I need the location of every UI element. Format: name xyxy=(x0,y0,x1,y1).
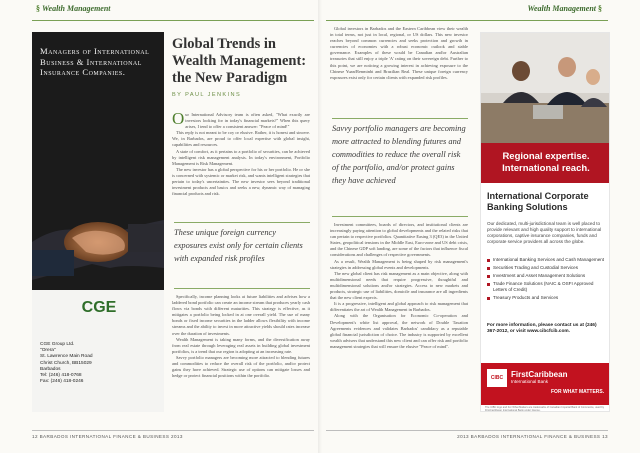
pullquote-rule xyxy=(174,222,310,223)
address-line: Fax: (246) 418-0246 xyxy=(40,379,84,385)
footer-divider-right xyxy=(326,430,608,431)
article-paragraph: It is a progressive, intelligent and global approach to risk management that differentiates the art of Wealth Management in Barbados. xyxy=(330,301,468,313)
article-paragraph: This reply is not meant to be coy or elusive. Rather, it is honest and sincere. We, in Barbados, are proud to offer local expertise with global insight, capabilities and resources. xyxy=(172,130,310,148)
article-paragraph: The new global client has risk management as a main objective, along with multidimensional needs that require progressive, thoughtful and multidimensional solutions and/or strategies. Access to new markets and products, strategic use of liabilities, domicile and insurance are all ingredients that the new client expects. xyxy=(330,270,468,301)
service-item: Securities Trading and Custodial Services xyxy=(487,265,605,271)
ad-banner: Regional expertise. International reach. xyxy=(481,143,610,183)
address-line: St. Lawrence Main Road xyxy=(40,354,93,360)
header-divider-left xyxy=(32,20,314,21)
page-gutter xyxy=(318,0,322,453)
article-paragraph: Wealth Management is taking many forms, and the diversification away from real estate through leveraging real assets in building global investment portfolios, is a trend that our region is adopting at an increasing rate. xyxy=(172,336,310,354)
business-meeting-image xyxy=(481,33,610,143)
article-paragraph: Along with the Organisation for Economic Co-operation and Development's white list approval, the network of Double Taxation Agreements evidences and validates Barbados' candidacy as a reputable global financial jurisdiction of choice. The industry is supported by excellent wealth advisers that understand this new client and can offer risk and portfolio management strategies that will ensure the elusive "Peace of mind". xyxy=(330,313,468,349)
ad-disclaimer: The CIBC logo and For What Matters are trademarks of Canadian Imperial Bank of Commerce, used by FirstCaribbean International Bank under license. xyxy=(485,406,605,412)
page-footer-left: 12 BARBADOS INTERNATIONAL FINANCE & BUSINESS 2013 xyxy=(32,434,183,439)
article-byline: BY PAUL JENKINS xyxy=(172,92,242,98)
handshake-image xyxy=(32,172,164,290)
pullquote-right: Savvy portfolio managers are becoming more attracted to blending futures and commodities to reduce the overall risk of the portfolio, and/or protect gains they have achieved xyxy=(332,124,466,185)
section-header-right xyxy=(527,4,604,20)
section-header-left xyxy=(36,4,111,20)
ad-heading: International Corporate Banking Solutions xyxy=(487,191,589,212)
bank-brand-name xyxy=(511,370,567,384)
service-item: Investment and Asset Management Solutions xyxy=(487,273,605,279)
cge-address xyxy=(40,342,93,385)
article-title: Global Trends in Wealth Management: the New Paradigm xyxy=(172,36,307,86)
brand-subline: International Bank xyxy=(511,379,549,384)
ad-contact: For more information, please contact us at (246) 367-2012, or visit www.cibcfcib.com. xyxy=(487,323,597,335)
bank-slogan: FOR WHAT MATTERS. xyxy=(551,389,605,395)
service-item: International Banking Services and Cash Management xyxy=(487,257,605,263)
article-paragraph: As a result, Wealth Management is being shaped by risk management's strategies in addressing global events and developments. xyxy=(330,258,468,270)
bank-logo-bar xyxy=(481,363,610,405)
section-glyph-icon: § xyxy=(598,4,602,13)
section-glyph-icon: § xyxy=(36,4,40,13)
pullquote-rule xyxy=(174,288,310,289)
article-paragraph: Savvy portfolio managers are becoming more attracted to blending futures and commodities to reduce the overall risk of the portfolio, and/or protect gains they have achieved. Strategic use of options can mitigate losses and hedge or protect financial positions within the portfolio. xyxy=(172,354,310,379)
drop-cap: O xyxy=(172,109,185,128)
pullquote-rule xyxy=(332,118,468,119)
pullquote-left: These unique foreign currency exposures exist only for certain clients with expanded risk profiles xyxy=(174,228,303,263)
article-paragraph: The new investor has a global perspective for his or her portfolio. He or she is concerned with systemic or market risk, and wants intelligent strategies that pertain to today's uncertainties. The new investor sees beyond traditional investment products and basics and seeks a new, dynamic way of managing financial products and risk. xyxy=(172,166,310,197)
address-line: Tel: (246) 418-0768 xyxy=(40,373,82,379)
ad-description: Our dedicated, multi-jurisdictional team is well placed to provide relevant and high quality support to international corporations, captive insurance companies, funds and corporate service providers all across the globe. xyxy=(487,221,602,244)
cge-logo-text: CGE xyxy=(81,299,117,316)
service-item: Treasury Products and Services xyxy=(487,295,605,301)
section-title-left: Wealth Management xyxy=(42,4,111,13)
page-footer-right: 2013 BARBADOS INTERNATIONAL FINANCE & BUSINESS 13 xyxy=(457,434,608,439)
address-line: Barbados xyxy=(40,366,61,372)
article-column-right-top xyxy=(330,26,468,81)
brand-line: FirstCaribbean xyxy=(511,370,568,379)
services-list xyxy=(487,257,605,303)
pullquote-rule xyxy=(332,216,468,217)
article-paragraph: Global investors in Barbados and the Eastern Caribbean view their wealth in total terms, not just in local, regional, or US dollars. This new investor reaches beyond common currencies and seeks protection and growth in currencies of economies with a robust economic outlook and stable governance. Examples of these would be Canadian and/or Australian treasuries that still enjoy a triple 'A' rating on their sovereign debt. Further to this point, we are noticing a growing interest in achieving exposure to the Chinese Yuan/Renminbi and Brazilian Real. These unique foreign currency exposures exist only for certain clients with expanded risk profiles. xyxy=(330,26,468,80)
cge-contact-panel xyxy=(32,290,164,412)
article-paragraph: A state of comfort, as it pertains to a portfolio of securities, can be achieved by intelligent risk management analysis. In today's environment, Portfolio Management is Risk Management. xyxy=(172,148,310,166)
ad-tagline: Managers of International Business & International Insurance Companies. xyxy=(40,46,150,77)
article-paragraph: Investment committees, boards of directors, and institutional clients are increasingly paying attention to global developments and the related risks that can pertain to respective portfolios. Quantitative Easing 3 (QE3) in the United States, geopolitical tensions in the Middle East, Euro-zone and US debt crisis, and the Chinese GDP soft landing, are some of the factors that influence fiscal considerations and challenges of respective governments. xyxy=(330,222,468,258)
cibc-logo-text: CIBC xyxy=(490,375,504,381)
cge-advertisement xyxy=(32,32,164,412)
cge-logo xyxy=(70,296,128,316)
article-column-left-bottom xyxy=(172,294,310,379)
section-title-right: Wealth Management xyxy=(527,4,596,13)
service-item: Trade Finance Solutions (NAIC & OSFI Approved Letters of Credit) xyxy=(487,281,605,293)
address-line: "Orera" xyxy=(40,348,56,354)
article-column-left-top xyxy=(172,109,310,197)
article-column-right-bottom xyxy=(330,222,468,350)
address-line: Christ Church, BB15029 xyxy=(40,360,92,366)
header-divider-right xyxy=(326,20,608,21)
address-line: CGE Group Ltd. xyxy=(40,342,75,347)
article-paragraph: Our International Advisory team is often asked, "What exactly are investors looking for in today's financial markets?" When this query arises, I tend to offer a consistent answer: "Peace of mind!" xyxy=(172,109,310,130)
footer-divider-left xyxy=(32,430,314,431)
firstcaribbean-advertisement xyxy=(480,32,610,412)
article-paragraph: Specifically, income planning looks at future liabilities and advises how a laddered bond portfolio can create an income stream that produces yearly cash flows via bonds with different maturities. This strategy is effective, as it mitigates a portfolio being locked in at one overall yield. The use of many bonds or fixed income securities in the ladder allows flexibility with income streams and the ability to invest in more attractive yields should rates increase over the duration of investments. xyxy=(172,294,310,336)
cibc-logo-icon xyxy=(487,369,507,387)
